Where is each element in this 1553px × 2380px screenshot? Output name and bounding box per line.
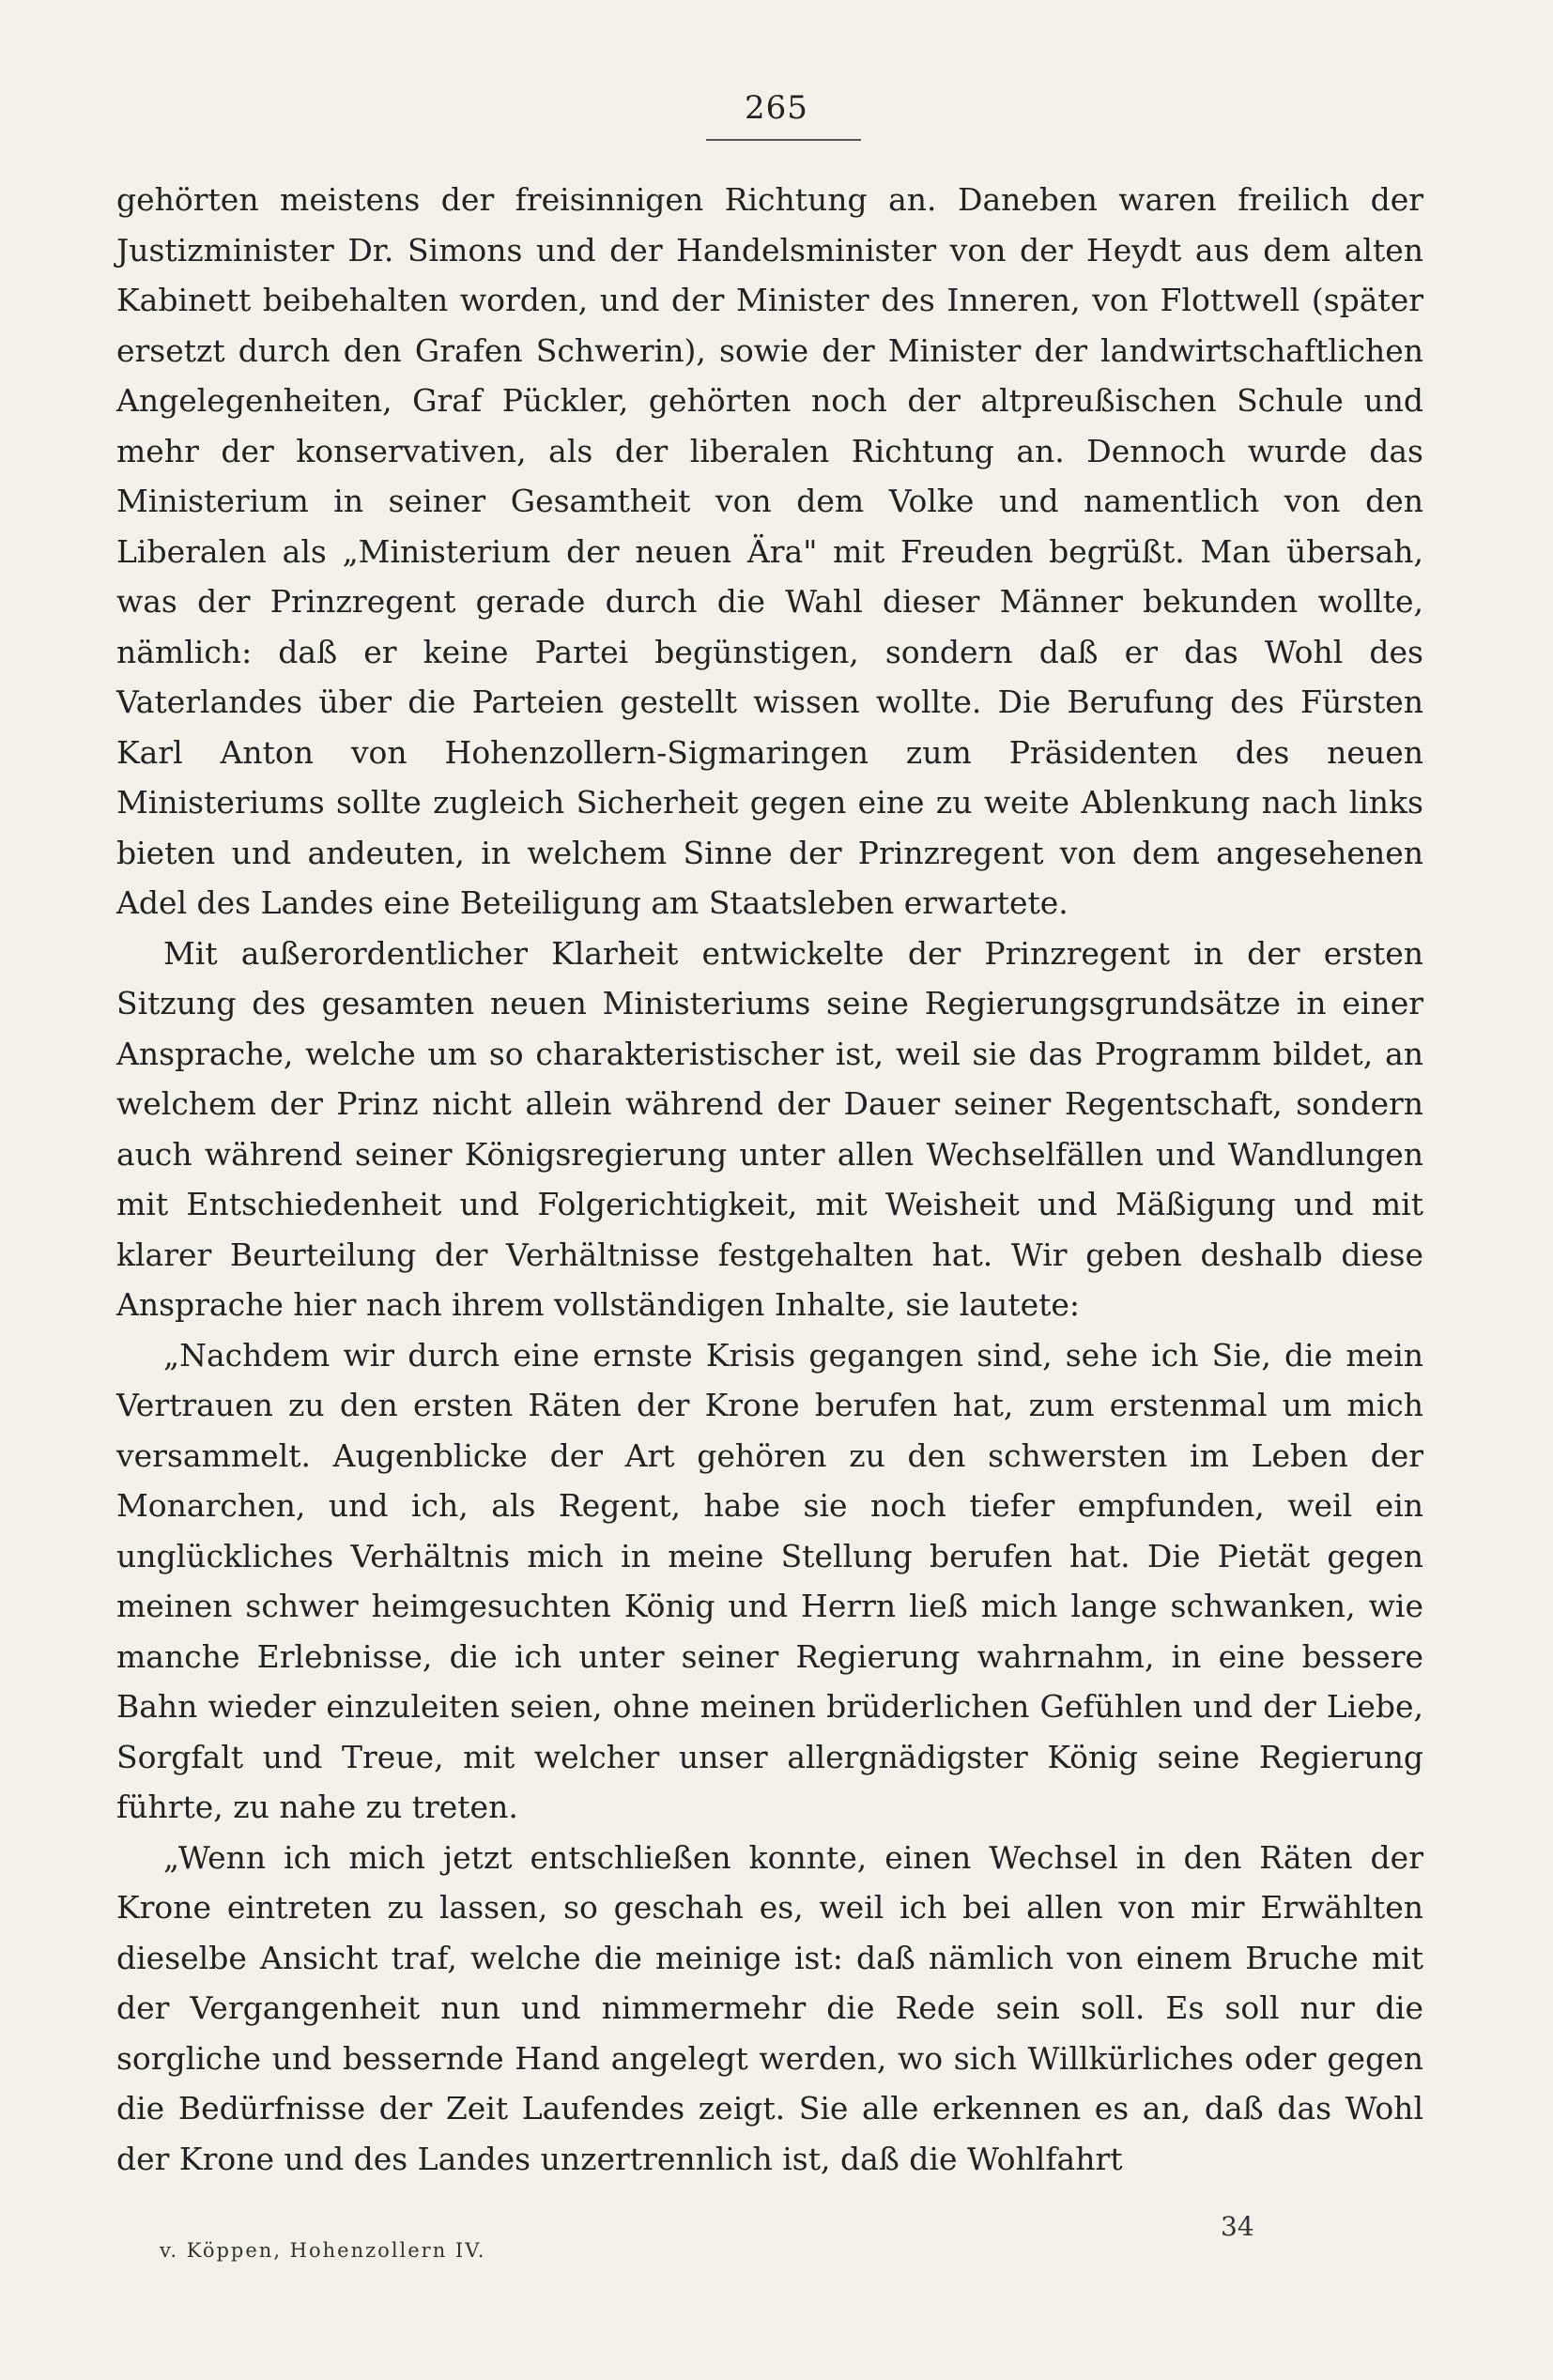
footer-signature: v. Köppen, Hohenzollern IV. xyxy=(160,2239,486,2262)
page-number: 265 xyxy=(745,89,808,127)
paragraph-2: Mit außerordentlicher Klarheit entwickelte der Prinzregent in der ersten Sitzung des gesamten neuen Ministeriums seine Regierungsgrundsätze in einer Ansprache, welche um so charakteristischer ist, weil sie das Programm bildet, an welchem der Prinz nicht allein während der Dauer seiner Regentschaft, sondern auch während seiner Königsregierung unter allen Wechselfällen und Wandlungen mit Entschiedenheit und Folgerichtigkeit, mit Weisheit und Mäßigung und mit klarer Beurteilung der Verhältnisse festgehalten hat. Wir geben deshalb diese Ansprache hier nach ihrem vollständigen Inhalte, sie lautete: xyxy=(116,934,1423,1323)
footer-sheet-number: 34 xyxy=(1221,2211,1254,2242)
header-rule xyxy=(706,139,861,141)
page-body xyxy=(116,175,1423,2184)
paragraph-3: „Nachdem wir durch eine ernste Krisis gegangen sind, sehe ich Sie, die mein Vertrauen zu den ersten Räten der Krone berufen hat, zum erstenmal um mich versammelt. Augenblicke der Art gehören zu den schwersten im Leben der Monarchen, und ich, als Regent, habe sie noch tiefer empfunden, weil ein unglückliches Verhältnis mich in meine Stellung berufen hat. Die Pietät gegen meinen schwer heimgesuchten König und Herrn ließ mich lange schwanken, wie manche Erlebnisse, die ich unter seiner Regierung wahrnahm, in eine bessere Bahn wieder einzuleiten seien, ohne meinen brüderlichen Gefühlen und der Liebe, Sorgfalt und Treue, mit welcher unser allergnädigster König seine Regierung führte, zu nahe zu treten. xyxy=(116,1336,1423,1825)
paragraph-4: „Wenn ich mich jetzt entschließen konnte, einen Wechsel in den Räten der Krone eintreten zu lassen, so geschah es, weil ich bei allen von mir Erwählten dieselbe Ansicht traf, welche die meinige ist: daß nämlich von einem Bruche mit der Vergangenheit nun und nimmermehr die Rede sein soll. Es soll nur die sorgliche und bessernde Hand angelegt werden, wo sich Willkürliches oder gegen die Bedürfnisse der Zeit Laufendes zeigt. Sie alle erkennen es an, daß das Wohl der Krone und des Landes unzertrennlich ist, daß die Wohlfahrt xyxy=(116,1838,1423,2177)
paragraph-1: gehörten meistens der freisinnigen Richtung an. Daneben waren freilich der Justizminister Dr. Simons und der Handelsminister von der Heydt aus dem alten Kabinett beibehalten worden, und der Minister des Inneren, von Flottwell (später ersetzt durch den Grafen Schwerin), sowie der Minister der landwirtschaftlichen Angelegenheiten, Graf Pückler, gehörten noch der altpreußischen Schule und mehr der konservativen, als der liberalen Richtung an. Dennoch wurde das Ministerium in seiner Gesamtheit von dem Volke und namentlich von den Liberalen als „Ministerium der neuen Ära" mit Freuden begrüßt. Man übersah, was der Prinzregent gerade durch die Wahl dieser Männer bekunden wollte, nämlich: daß er keine Partei begünstigen, sondern daß er das Wohl des Vaterlandes über die Parteien gestellt wissen wollte. Die Berufung des Fürsten Karl Anton von Hohenzollern-Sigmaringen zum Präsidenten des neuen Ministeriums sollte zugleich Sicherheit gegen eine zu weite Ablenkung nach links bieten und andeuten, in welchem Sinne der Prinzregent von dem angesehenen Adel des Landes eine Beteiligung am Staatsleben erwartete. xyxy=(116,181,1423,921)
